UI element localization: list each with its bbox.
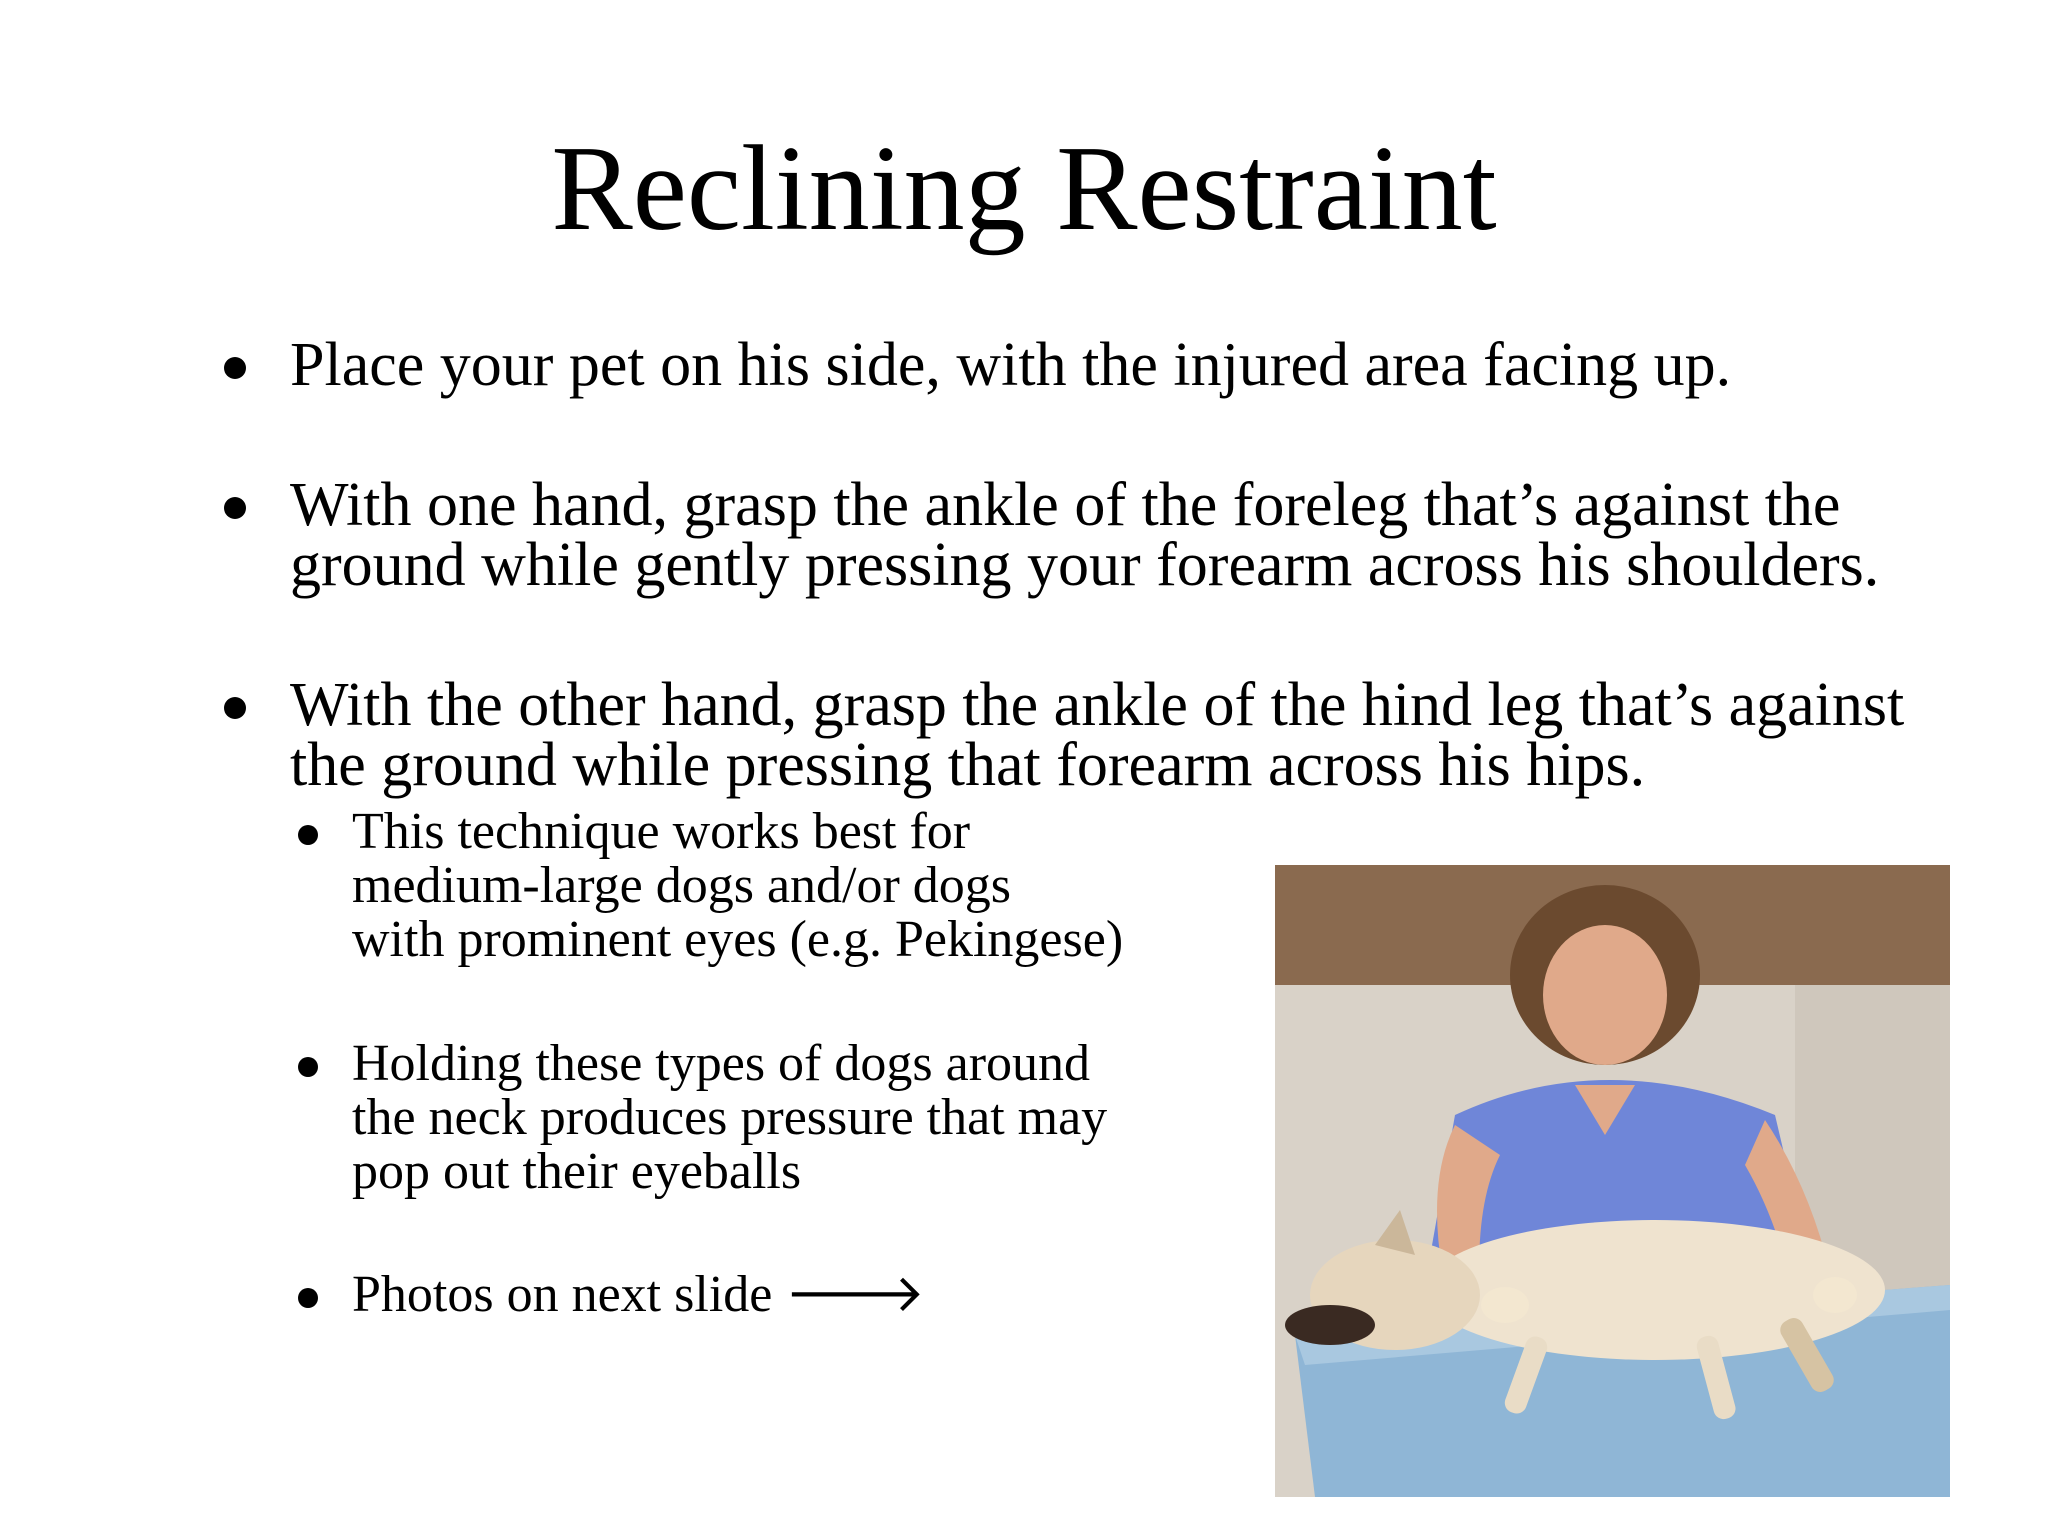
sub-bullet-2 — [352, 1037, 1232, 1199]
bullet-dot-icon — [298, 1057, 318, 1077]
restraint-photo — [1275, 865, 1950, 1497]
sub-bullet-3-line-1: Photos on next slide 🡒 — [352, 1266, 925, 1323]
bullet-2-line-1: With one hand, grasp the ankle of the foreleg that’s against the — [290, 471, 1841, 539]
bullet-dot-icon — [224, 497, 246, 519]
bullet-1 — [290, 331, 1732, 399]
bullet-dot-icon — [298, 825, 318, 845]
bullet-1-line-1: Place your pet on his side, with the injured area facing up. — [290, 331, 1732, 399]
bullet-2 — [290, 471, 1880, 599]
sub-bullet-2-line-2: the neck produces pressure that may — [352, 1089, 1108, 1146]
bullet-dot-icon — [224, 697, 246, 719]
slide-title: Reclining Restraint — [551, 121, 1497, 256]
restraint-photo-illustration — [1275, 865, 1950, 1497]
bullet-3 — [290, 671, 1905, 799]
sub-bullet-1-line-1: This technique works best for — [352, 803, 971, 860]
bullet-3-line-1: With the other hand, grasp the ankle of the hind leg that’s against — [290, 671, 1905, 739]
bullet-2-line-2: ground while gently pressing your forearm across his shoulders. — [290, 531, 1880, 599]
sub-bullet-1 — [352, 805, 1232, 967]
bullet-3-line-2: the ground while pressing that forearm across his hips. — [290, 731, 1646, 799]
sub-bullet-3 — [352, 1268, 1232, 1322]
sub-bullet-1-line-3: with prominent eyes (e.g. Pekingese) — [352, 911, 1124, 968]
sub-bullet-2-line-1: Holding these types of dogs around — [352, 1035, 1091, 1092]
bullet-dot-icon — [224, 357, 246, 379]
sub-bullet-1-line-2: medium-large dogs and/or dogs — [352, 857, 1012, 914]
sub-bullet-2-line-3: pop out their eyeballs — [352, 1143, 802, 1200]
bullet-dot-icon — [298, 1288, 318, 1308]
